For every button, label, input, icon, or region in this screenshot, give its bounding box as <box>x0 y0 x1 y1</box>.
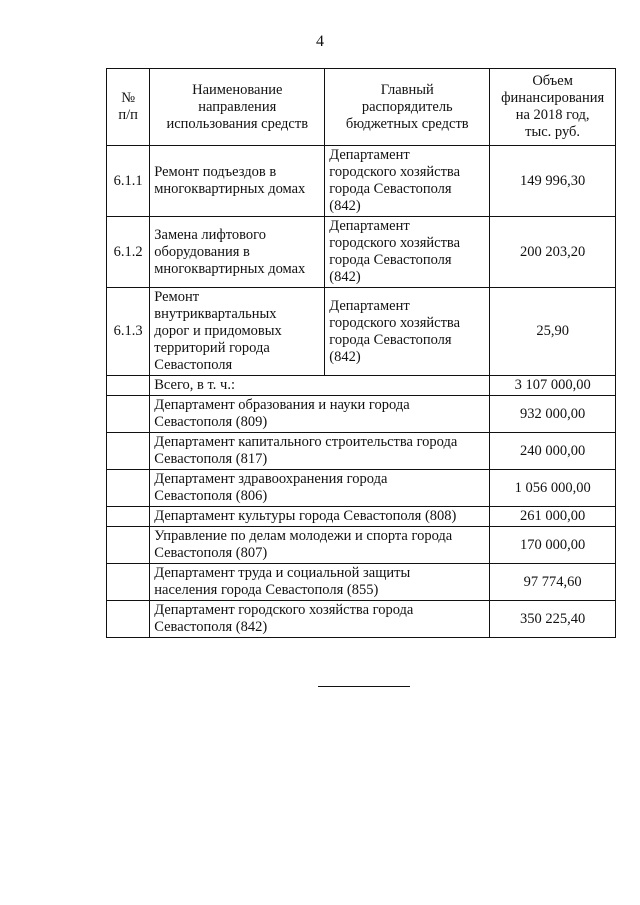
total-label: Всего, в т. ч.: <box>150 376 490 396</box>
row-distributor: Департамент городского хозяйства города Севастополя (842) <box>325 146 490 217</box>
breakdown-label: Департамент образования и науки города Севастополя (809) <box>150 396 490 433</box>
breakdown-label: Департамент труда и социальной защиты населения города Севастополя (855) <box>150 564 490 601</box>
breakdown-row <box>107 564 616 601</box>
breakdown-amount: 350 225,40 <box>490 601 616 638</box>
row-name: Ремонт внутриквартальных дорог и придомовых территорий города Севастополя <box>150 288 325 376</box>
row-num: 6.1.2 <box>107 217 150 288</box>
row-distributor: Департамент городского хозяйства города Севастополя (842) <box>325 217 490 288</box>
total-amount: 3 107 000,00 <box>490 376 616 396</box>
header-name: Наименование направления использования средств <box>150 69 325 146</box>
breakdown-amount: 261 000,00 <box>490 507 616 527</box>
breakdown-row <box>107 396 616 433</box>
header-amount: Объем финансирования на 2018 год, тыс. руб. <box>490 69 616 146</box>
page-number: 4 <box>316 33 324 50</box>
breakdown-num-cell <box>107 396 150 433</box>
breakdown-num-cell <box>107 564 150 601</box>
header-num: № п/п <box>107 69 150 146</box>
breakdown-amount: 240 000,00 <box>490 433 616 470</box>
row-amount: 25,90 <box>490 288 616 376</box>
row-num: 6.1.3 <box>107 288 150 376</box>
financing-table <box>106 68 616 638</box>
total-num-cell <box>107 376 150 396</box>
breakdown-num-cell <box>107 527 150 564</box>
breakdown-label: Департамент капитального строительства города Севастополя (817) <box>150 433 490 470</box>
table-row <box>107 288 616 376</box>
row-name: Замена лифтового оборудования в многоквартирных домах <box>150 217 325 288</box>
breakdown-label: Департамент городского хозяйства города Севастополя (842) <box>150 601 490 638</box>
header-distributor: Главный распорядитель бюджетных средств <box>325 69 490 146</box>
row-distributor: Департамент городского хозяйства города Севастополя (842) <box>325 288 490 376</box>
breakdown-row <box>107 601 616 638</box>
total-row <box>107 376 616 396</box>
table-row <box>107 146 616 217</box>
breakdown-num-cell <box>107 470 150 507</box>
table-header-row <box>107 69 616 146</box>
breakdown-row <box>107 507 616 527</box>
breakdown-num-cell <box>107 601 150 638</box>
breakdown-label: Управление по делам молодежи и спорта города Севастополя (807) <box>150 527 490 564</box>
row-amount: 149 996,30 <box>490 146 616 217</box>
table-row <box>107 217 616 288</box>
breakdown-row <box>107 527 616 564</box>
breakdown-row <box>107 470 616 507</box>
row-num: 6.1.1 <box>107 146 150 217</box>
separator-line <box>318 686 410 687</box>
breakdown-amount: 932 000,00 <box>490 396 616 433</box>
row-name: Ремонт подъездов в многоквартирных домах <box>150 146 325 217</box>
breakdown-amount: 170 000,00 <box>490 527 616 564</box>
breakdown-num-cell <box>107 433 150 470</box>
row-amount: 200 203,20 <box>490 217 616 288</box>
breakdown-amount: 1 056 000,00 <box>490 470 616 507</box>
breakdown-row <box>107 433 616 470</box>
breakdown-label: Департамент здравоохранения города Севастополя (806) <box>150 470 490 507</box>
breakdown-amount: 97 774,60 <box>490 564 616 601</box>
breakdown-num-cell <box>107 507 150 527</box>
breakdown-label: Департамент культуры города Севастополя (808) <box>150 507 490 527</box>
